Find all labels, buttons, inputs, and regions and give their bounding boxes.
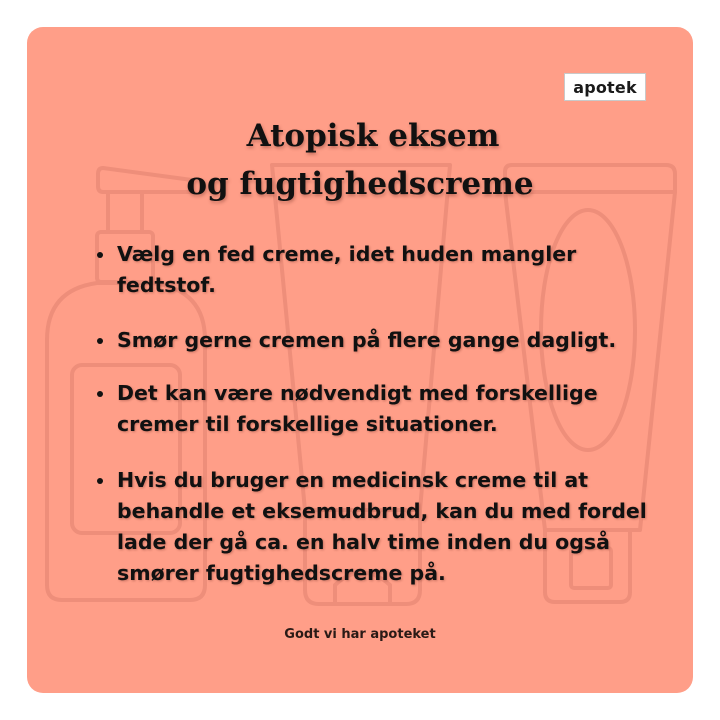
title-line-1: Atopisk eksem bbox=[246, 118, 500, 154]
footer-tagline: Godt vi har apoteket bbox=[284, 627, 436, 642]
list-item-text: Smør gerne cremen på flere gange dagligt. bbox=[117, 328, 617, 352]
list-item bbox=[97, 239, 657, 301]
page-title bbox=[27, 112, 693, 208]
bullet-icon bbox=[97, 338, 103, 344]
list-item-text: Vælg en fed creme, idet huden mangler fedtstof. bbox=[117, 242, 577, 297]
list-item-text: Det kan være nødvendigt med forskellige cremer til forskellige situationer. bbox=[117, 381, 598, 436]
list-item bbox=[97, 378, 657, 440]
bullet-icon bbox=[97, 252, 103, 258]
list-item bbox=[97, 465, 657, 589]
list-item bbox=[97, 325, 657, 356]
info-card bbox=[27, 27, 693, 693]
apotek-logo: apotek bbox=[564, 73, 646, 101]
list-item-text: Hvis du bruger en medicinsk creme til at behandle et eksemudbrud, kan du med fordel lade der gå ca. en halv time inden du også smører fugtighedscreme på. bbox=[117, 468, 647, 585]
advice-list bbox=[97, 239, 657, 615]
bullet-icon bbox=[97, 478, 103, 484]
title-line-2: og fugtighedscreme bbox=[186, 166, 534, 202]
bullet-icon bbox=[97, 391, 103, 397]
